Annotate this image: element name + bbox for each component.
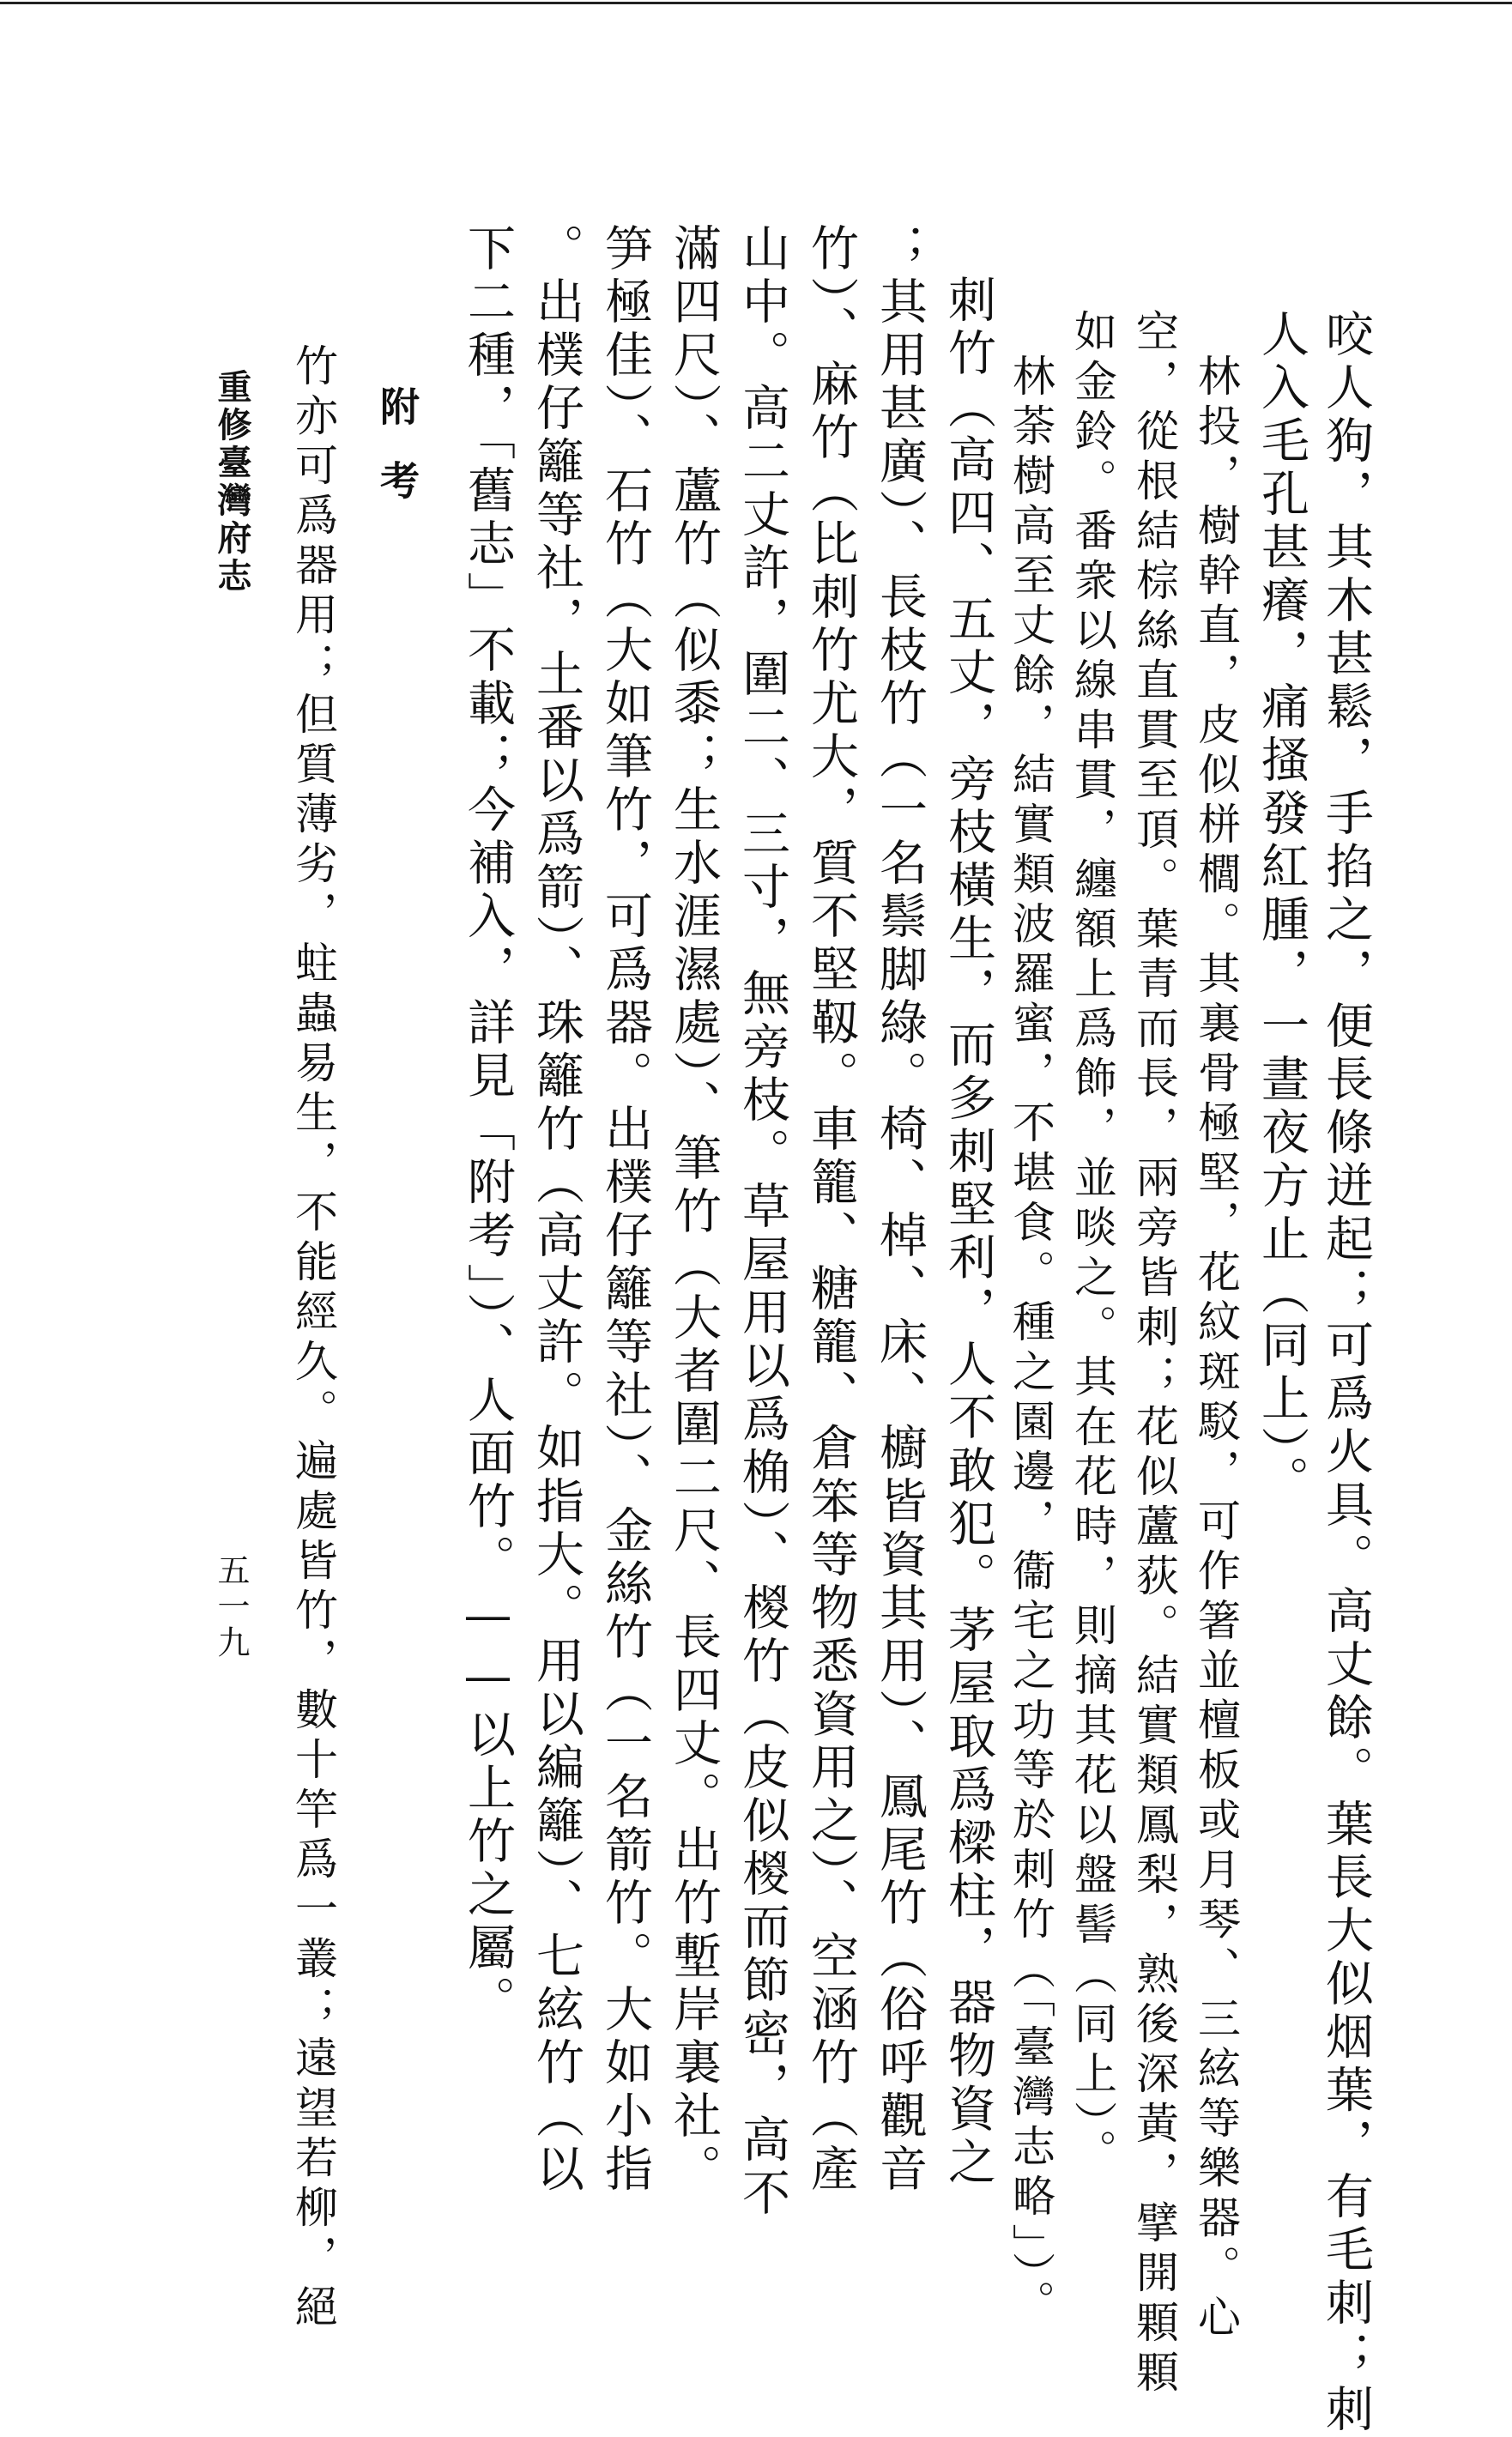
text-column-4: 空，從根結棕絲直貫至頂。葉青而長，兩旁皆刺；花似蘆荻。結實類鳳梨，熟後深黃，擘開顆顆 xyxy=(1129,309,1179,2399)
text-column-6: 林荼樹高至丈餘，結實類波羅蜜，不堪食。種之園邊，衞宅之功等於刺竹（「臺灣志略」）。 xyxy=(1006,354,1055,2330)
text-column-8: ；其用甚廣）、長枝竹（一名鬃脚綠。椅、棹、床、櫥皆資其用）、鳳尾竹（俗呼觀音 xyxy=(872,223,928,2197)
appendix-text-column: 竹亦可爲器用；但質薄劣，蛀蟲易生，不能經久。遍處皆竹，數十竿爲一叢；遠望若柳，絕 xyxy=(288,343,338,2334)
text-column-10: 山中。高二丈許，圍二、三寸，無旁枝。草屋用以爲桷）、椶竹（皮似椶而節密，高不 xyxy=(735,223,790,2221)
text-column-5: 如金鈴。番衆以線串貫，纏額上爲飾，並啖之。其在花時，則摘其花以盤髻（同上）。 xyxy=(1067,309,1117,2179)
text-column-1: 咬人狗，其木甚鬆，手掐之，便長條迸起；可爲火具。高丈餘。葉長大似烟葉，有毛刺；刺 xyxy=(1318,309,1374,2437)
text-column-3: 林投，樹幹直，皮似栟櫚。其裏骨極堅，花紋斑駁，可作箸並檀板或月琴、三絃等樂器。心 xyxy=(1191,354,1241,2344)
text-column-13: 。出樸仔籬等社，土番以爲箭）、珠籬竹（高丈許。如指大。用以編籬）、七絃竹（以 xyxy=(529,223,584,2197)
text-column-14: 下二種，「舊志」不載；今補入，詳見「附考」）、人面竹。——以上竹之屬。 xyxy=(460,223,516,2029)
text-column-12: 笋極佳）、石竹（大如筆竹，可爲器。出樸仔籬等社）、金絲竹（一名箭竹。大如小指 xyxy=(597,223,653,2197)
top-border-line xyxy=(0,2,1512,4)
text-column-2: 人入毛孔甚癢，痛搔發紅腫，一晝夜方止（同上）。 xyxy=(1254,309,1309,1509)
page-number: 五一九 xyxy=(212,1553,250,1661)
document-page xyxy=(120,223,1382,2437)
text-column-7: 刺竹（高四、五丈，旁枝橫生，而多刺堅利，人不敢犯。茅屋取爲樑柱，器物資之 xyxy=(940,275,996,2190)
text-column-9: 竹）、麻竹（比刺竹尤大，質不堅靱。車籠、糖籠、倉笨等物悉資用之）、空涵竹（產 xyxy=(803,223,859,2197)
appendix-heading: 附考 xyxy=(374,386,420,534)
text-column-11: 滿四尺）、蘆竹（似黍；生水涯濕處）、筆竹（大者圍二尺、長四丈。出竹塹岸裏社。 xyxy=(666,223,722,2197)
book-title: 重修臺灣府志 xyxy=(212,369,252,596)
